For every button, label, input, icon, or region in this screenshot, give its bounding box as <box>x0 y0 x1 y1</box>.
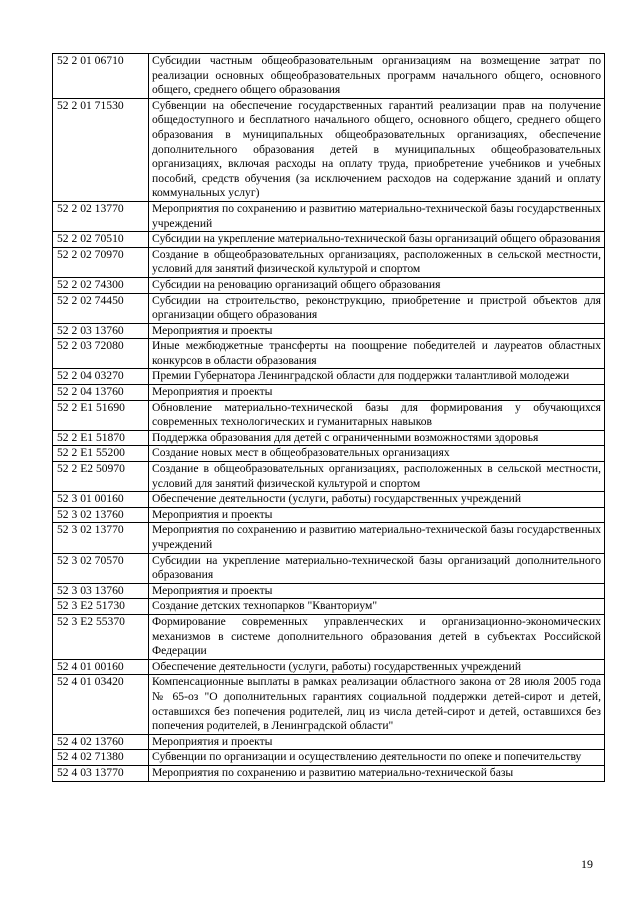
description-cell: Компенсационные выплаты в рамках реализации областного закона от 28 июля 2005 года № 65-оз "О дополнительных гарантиях социальной поддержки детей-сирот и детей, оставшихся без попечения родителей, лиц из числа детей-сирот и детей, оставшихся без попечения родителей, в Ленинградской области" <box>149 675 605 734</box>
description-cell: Субвенции по организации и осуществлению деятельности по опеке и попечительству <box>149 750 605 766</box>
budget-code-cell: 52 2 03 72080 <box>53 339 149 369</box>
table-row <box>53 98 605 201</box>
description-cell: Создание в общеобразовательных организациях, расположенных в сельской местности, условий для занятий физической культурой и спортом <box>149 462 605 492</box>
description-cell: Субсидии на реновацию организаций общего образования <box>149 277 605 293</box>
table-row <box>53 553 605 583</box>
table-row <box>53 614 605 659</box>
description-cell: Мероприятия и проекты <box>149 323 605 339</box>
budget-code-cell: 52 3 02 13770 <box>53 523 149 553</box>
budget-code-cell: 52 3 01 00160 <box>53 492 149 508</box>
budget-code-cell: 52 2 02 70970 <box>53 247 149 277</box>
table-row <box>53 583 605 599</box>
description-cell: Субсидии на строительство, реконструкцию, приобретение и пристрой объектов для организации общего образования <box>149 293 605 323</box>
description-cell: Мероприятия и проекты <box>149 583 605 599</box>
table-row <box>53 369 605 385</box>
budget-code-table <box>52 53 605 782</box>
description-cell: Субсидии на укрепление материально-технической базы организаций общего образования <box>149 232 605 248</box>
table-row <box>53 201 605 231</box>
budget-code-cell: 52 3 02 13760 <box>53 507 149 523</box>
budget-code-cell: 52 2 E1 55200 <box>53 446 149 462</box>
description-cell: Мероприятия по сохранению и развитию материально-технической базы государственных учреждений <box>149 201 605 231</box>
table-row <box>53 247 605 277</box>
budget-code-cell: 52 2 02 70510 <box>53 232 149 248</box>
table-row <box>53 734 605 750</box>
description-cell: Обеспечение деятельности (услуги, работы) государственных учреждений <box>149 659 605 675</box>
description-cell: Субвенции на обеспечение государственных гарантий реализации прав на получение общедоступного и бесплатного начального общего, основного общего, среднего общего образования в муниципальных общеобразовательных организациях, обеспечение дополнительного образования детей в муниципальных общеобразовательных организациях, включая расходы на оплату труда, приобретение учебников и учебных пособий, средств обучения (за исключением расходов на содержание зданий и оплату коммунальных услуг) <box>149 98 605 201</box>
description-cell: Поддержка образования для детей с ограниченными возможностями здоровья <box>149 430 605 446</box>
description-cell: Мероприятия по сохранению и развитию материально-технической базы <box>149 765 605 781</box>
budget-code-cell: 52 2 02 13770 <box>53 201 149 231</box>
table-row <box>53 507 605 523</box>
description-cell: Мероприятия и проекты <box>149 734 605 750</box>
budget-code-cell: 52 4 03 13770 <box>53 765 149 781</box>
table-row <box>53 599 605 615</box>
budget-code-cell: 52 4 01 00160 <box>53 659 149 675</box>
table-row <box>53 54 605 99</box>
table-row <box>53 385 605 401</box>
description-cell: Обеспечение деятельности (услуги, работы) государственных учреждений <box>149 492 605 508</box>
description-cell: Создание детских технопарков "Кванториум" <box>149 599 605 615</box>
table-row <box>53 430 605 446</box>
table-row <box>53 339 605 369</box>
description-cell: Премии Губернатора Ленинградской области для поддержки талантливой молодежи <box>149 369 605 385</box>
description-cell: Субсидии частным общеобразовательным организациям на возмещение затрат по реализации основных общеобразовательных программ начального общего, основного общего, среднего общего образования <box>149 54 605 99</box>
budget-code-cell: 52 2 04 13760 <box>53 385 149 401</box>
budget-code-cell: 52 4 01 03420 <box>53 675 149 734</box>
table-row <box>53 765 605 781</box>
budget-code-cell: 52 3 E2 55370 <box>53 614 149 659</box>
budget-code-cell: 52 2 02 74300 <box>53 277 149 293</box>
table-row <box>53 492 605 508</box>
budget-code-cell: 52 3 03 13760 <box>53 583 149 599</box>
description-cell: Обновление материально-технической базы для формирования у обучающихся современных технологических и гуманитарных навыков <box>149 400 605 430</box>
table-row <box>53 293 605 323</box>
table-row <box>53 659 605 675</box>
description-cell: Иные межбюджетные трансферты на поощрение победителей и лауреатов областных конкурсов в области образования <box>149 339 605 369</box>
budget-code-cell: 52 2 E2 50970 <box>53 462 149 492</box>
table-row <box>53 675 605 734</box>
budget-code-cell: 52 2 E1 51690 <box>53 400 149 430</box>
budget-code-cell: 52 2 04 03270 <box>53 369 149 385</box>
budget-code-cell: 52 3 E2 51730 <box>53 599 149 615</box>
budget-code-cell: 52 2 E1 51870 <box>53 430 149 446</box>
description-cell: Формирование современных управленческих и организационно-экономических механизмов в системе дополнительного образования детей в субъектах Российской Федерации <box>149 614 605 659</box>
table-row <box>53 446 605 462</box>
budget-code-cell: 52 2 02 74450 <box>53 293 149 323</box>
description-cell: Создание новых мест в общеобразовательных организациях <box>149 446 605 462</box>
table-row <box>53 400 605 430</box>
description-cell: Мероприятия и проекты <box>149 385 605 401</box>
budget-code-cell: 52 4 02 71380 <box>53 750 149 766</box>
budget-code-cell: 52 2 03 13760 <box>53 323 149 339</box>
table-row <box>53 462 605 492</box>
budget-code-cell: 52 4 02 13760 <box>53 734 149 750</box>
table-row <box>53 523 605 553</box>
table-row <box>53 232 605 248</box>
budget-code-cell: 52 3 02 70570 <box>53 553 149 583</box>
table-body <box>53 54 605 782</box>
table-row <box>53 323 605 339</box>
table-row <box>53 277 605 293</box>
budget-code-cell: 52 2 01 06710 <box>53 54 149 99</box>
table-row <box>53 750 605 766</box>
description-cell: Мероприятия и проекты <box>149 507 605 523</box>
description-cell: Субсидии на укрепление материально-технической базы организаций дополнительного образования <box>149 553 605 583</box>
description-cell: Мероприятия по сохранению и развитию материально-технической базы государственных учреждений <box>149 523 605 553</box>
description-cell: Создание в общеобразовательных организациях, расположенных в сельской местности, условий для занятий физической культурой и спортом <box>149 247 605 277</box>
budget-code-cell: 52 2 01 71530 <box>53 98 149 201</box>
page-number: 19 <box>581 857 593 871</box>
